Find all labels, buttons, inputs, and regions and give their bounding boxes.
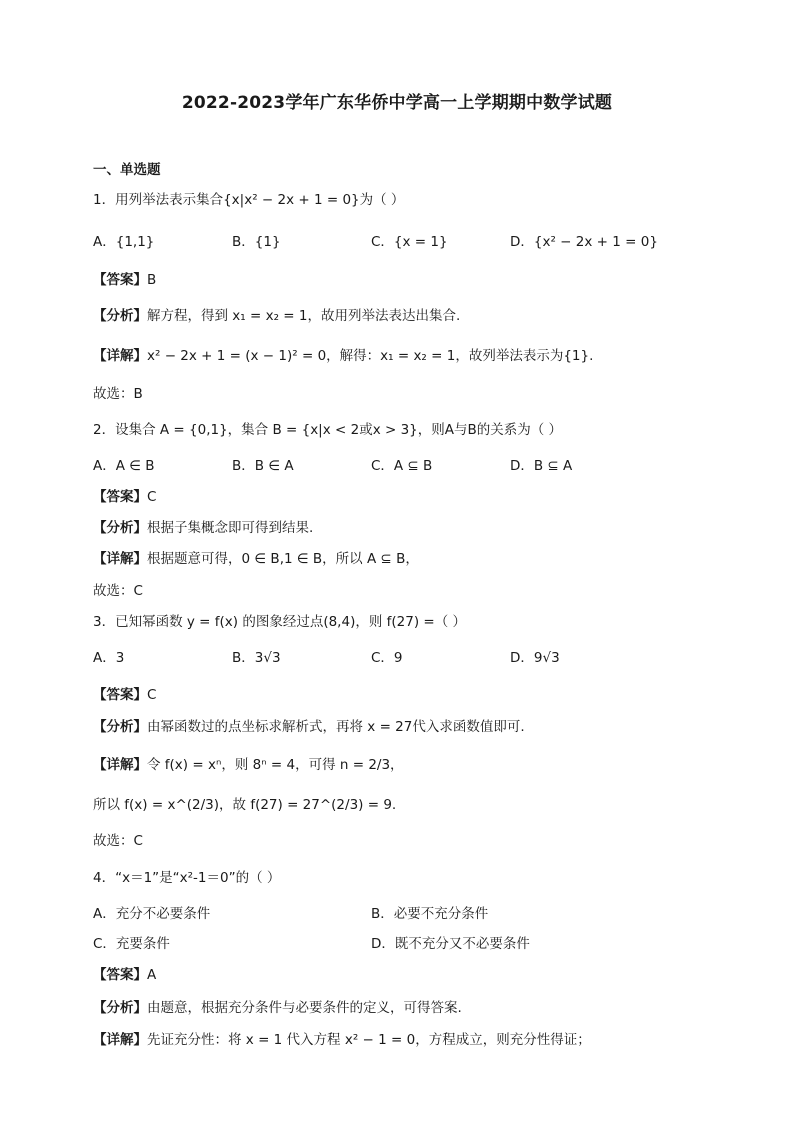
q4-answer-line xyxy=(93,965,156,985)
q2-option-d: D．B ⊆ A xyxy=(510,458,573,474)
q4-analysis-line xyxy=(93,998,462,1018)
q4-option-a: A．充分不必要条件 xyxy=(93,906,211,922)
detail-tag: 【详解】 xyxy=(93,757,147,773)
q1-detail: x² − 2x + 1 = (x − 1)² = 0，解得：x₁ = x₂ = 1，故列举法表示为{1}. xyxy=(147,348,594,364)
answer-tag: 【答案】 xyxy=(93,687,147,703)
q4-option-b: B．必要不充分条件 xyxy=(371,906,489,922)
q2-answer: C xyxy=(147,489,157,505)
q3-option-b: B．3√3 xyxy=(232,650,281,666)
q3-detail-line xyxy=(93,755,404,775)
q1-option-a: A．{1,1} xyxy=(93,234,155,250)
detail-tag: 【详解】 xyxy=(93,348,147,364)
q2-option-b: B．B ∈ A xyxy=(232,458,294,474)
q1-option-c: C．{x = 1} xyxy=(371,234,448,250)
q2-option-c: C．A ⊆ B xyxy=(371,458,433,474)
q2-detail: 根据题意可得，0 ∈ B,1 ∈ B，所以 A ⊆ B， xyxy=(147,551,419,567)
section-heading: 一、单选题 xyxy=(93,162,161,178)
q1-option-d: D．{x² − 2x + 1 = 0} xyxy=(510,234,658,250)
q4-detail: 先证充分性：将 x = 1 代入方程 x² − 1 = 0，方程成立，则充分性得证； xyxy=(147,1032,591,1048)
q3-detail-1: 令 f(x) = xⁿ，则 8ⁿ = 4，可得 n = 2/3， xyxy=(147,757,404,773)
q2-detail-line xyxy=(93,549,419,569)
q4-detail-line xyxy=(93,1030,591,1050)
detail-tag: 【详解】 xyxy=(93,551,147,567)
q1-choice: 故选：B xyxy=(93,386,143,402)
q3-option-a: A．3 xyxy=(93,650,125,666)
q3-choice: 故选：C xyxy=(93,833,143,849)
answer-tag: 【答案】 xyxy=(93,489,147,505)
q4-option-d: D．既不充分又不必要条件 xyxy=(371,936,530,952)
q4-analysis: 由题意，根据充分条件与必要条件的定义，可得答案. xyxy=(147,1000,462,1016)
q2-answer-line xyxy=(93,487,156,507)
page-title: 2022-2023学年广东华侨中学高一上学期期中数学试题 xyxy=(181,93,613,113)
q3-option-d: D．9√3 xyxy=(510,650,560,666)
q1-answer: B xyxy=(147,272,157,288)
answer-tag: 【答案】 xyxy=(93,272,147,288)
analysis-tag: 【分析】 xyxy=(93,520,147,536)
q4-option-c: C．充要条件 xyxy=(93,936,170,952)
q4-stem: 4．“x＝1”是“x²-1＝0”的（ ） xyxy=(93,870,281,886)
q3-analysis: 由幂函数过的点坐标求解析式，再将 x = 27代入求函数值即可. xyxy=(147,719,525,735)
q2-stem: 2．设集合 A = {0,1}，集合 B = {x|x < 2或x > 3}，则A与B的关系为（ ） xyxy=(93,422,563,438)
q4-answer: A xyxy=(147,967,157,983)
q1-option-b: B．{1} xyxy=(232,234,281,250)
q3-answer: C xyxy=(147,687,157,703)
q1-analysis-line xyxy=(93,306,460,326)
analysis-tag: 【分析】 xyxy=(93,719,147,735)
q3-detail-2: 所以 f(x) = x^(2/3)，故 f(27) = 27^(2/3) = 9. xyxy=(93,797,397,813)
q1-answer-line xyxy=(93,270,156,290)
q2-analysis-line xyxy=(93,518,313,538)
q3-stem: 3．已知幂函数 y = f(x) 的图象经过点(8,4)，则 f(27) =（ ） xyxy=(93,614,466,630)
q3-analysis-line xyxy=(93,717,525,737)
q2-choice: 故选：C xyxy=(93,583,143,599)
q2-option-a: A．A ∈ B xyxy=(93,458,155,474)
q1-stem: 1．用列举法表示集合{x|x² − 2x + 1 = 0}为（ ） xyxy=(93,192,405,208)
q1-analysis: 解方程，得到 x₁ = x₂ = 1，故用列举法表达出集合. xyxy=(147,308,461,324)
q1-detail-line xyxy=(93,346,593,366)
q3-option-c: C．9 xyxy=(371,650,403,666)
answer-tag: 【答案】 xyxy=(93,967,147,983)
analysis-tag: 【分析】 xyxy=(93,1000,147,1016)
detail-tag: 【详解】 xyxy=(93,1032,147,1048)
q3-answer-line xyxy=(93,685,156,705)
analysis-tag: 【分析】 xyxy=(93,308,147,324)
q2-analysis: 根据子集概念即可得到结果. xyxy=(147,520,314,536)
